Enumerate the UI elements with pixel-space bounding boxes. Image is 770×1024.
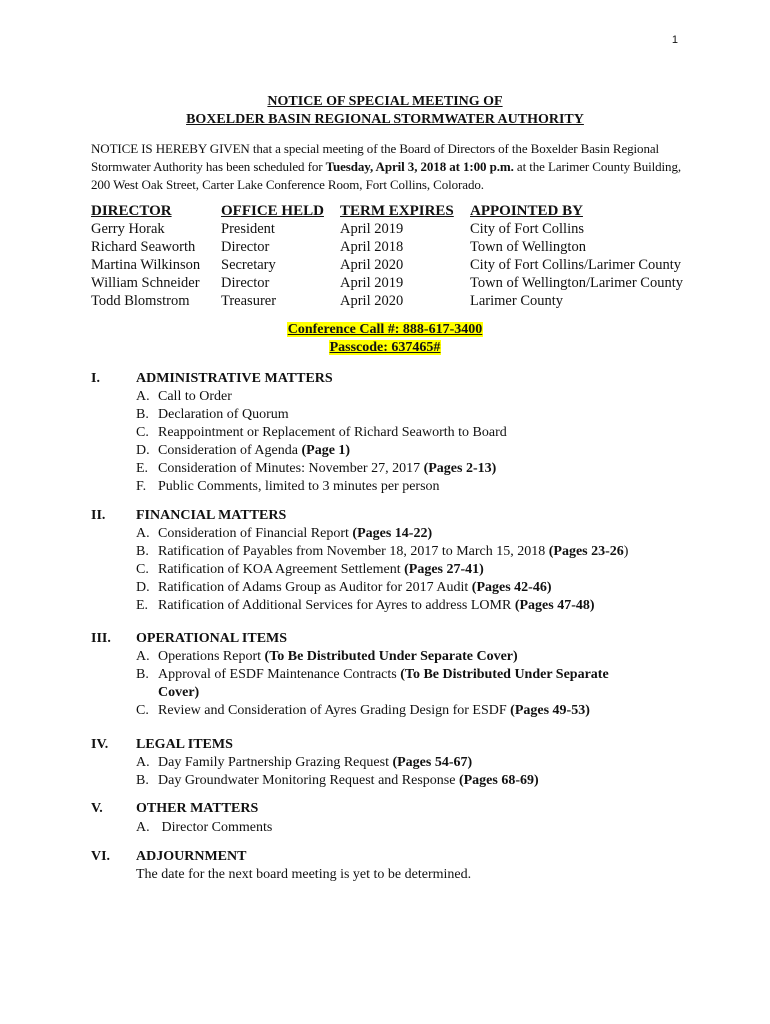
agenda-item: D. Ratification of Adams Group as Auditor for 2017 Audit (Pages 42-46) <box>136 580 552 595</box>
section-heading: OPERATIONAL ITEMS <box>136 631 288 646</box>
adjournment-note: The date for the next board meeting is yet to be determined. <box>136 867 472 882</box>
table-cell: William Schneider <box>91 275 200 291</box>
agenda-item: A. Call to Order <box>136 389 232 404</box>
agenda-item: D. Consideration of Agenda (Page 1) <box>136 443 351 458</box>
agenda-item: E. Ratification of Additional Services for Ayres to address LOMR (Pages 47-48) <box>136 598 595 613</box>
agenda-item: A. Day Family Partnership Grazing Request (Pages 54-67) <box>136 755 473 770</box>
conference-call-info <box>0 321 770 357</box>
agenda-item: B. Approval of ESDF Maintenance Contracts (To Be Distributed Under Separate <box>136 667 609 682</box>
table-cell: Todd Blomstrom <box>91 293 190 309</box>
section-number: VI. <box>91 849 111 864</box>
agenda-item: C. Reappointment or Replacement of Richard Seaworth to Board <box>136 425 507 440</box>
agenda-item: B. Ratification of Payables from November 18, 2017 to March 15, 2018 (Pages 23-26) <box>136 544 629 559</box>
agenda-item: B. Day Groundwater Monitoring Request and Response (Pages 68-69) <box>136 773 539 788</box>
document-title <box>0 93 770 129</box>
director-header: DIRECTOR <box>91 203 172 219</box>
table-cell: Secretary <box>221 257 276 273</box>
table-cell: Town of Wellington/Larimer County <box>470 275 684 291</box>
agenda-item: A. Director Comments <box>136 820 273 835</box>
conference-call-number: Conference Call #: 888-617-3400 <box>287 322 483 337</box>
title-line-2: BOXELDER BASIN REGIONAL STORMWATER AUTHORITY <box>186 112 584 127</box>
section-heading: LEGAL ITEMS <box>136 737 233 752</box>
section-heading: ADMINISTRATIVE MATTERS <box>136 371 333 386</box>
table-cell: Larimer County <box>470 293 564 309</box>
section-number: I. <box>91 371 100 386</box>
section-number: III. <box>91 631 111 646</box>
table-cell: April 2018 <box>340 239 404 255</box>
office-column <box>221 202 324 310</box>
director-column <box>91 202 200 310</box>
table-cell: Richard Seaworth <box>91 239 196 255</box>
meeting-date-time: Tuesday, April 3, 2018 at 1:00 p.m. <box>325 159 514 174</box>
agenda-item: C. Review and Consideration of Ayres Grading Design for ESDF (Pages 49-53) <box>136 703 590 718</box>
section-number: V. <box>91 801 103 816</box>
page-number: 1 <box>671 34 678 46</box>
term-header: TERM EXPIRES <box>340 203 454 219</box>
table-cell: City of Fort Collins/Larimer County <box>470 257 682 273</box>
table-cell: Town of Wellington <box>470 239 586 255</box>
notice-text-after: at the Larimer County Building, 200 West Oak Street, Carter Lake Conference Room, Fort Collins, Colorado. <box>91 159 681 192</box>
title-line-1: NOTICE OF SPECIAL MEETING OF <box>267 94 503 109</box>
conference-passcode: Passcode: 637465# <box>329 340 441 355</box>
table-cell: Martina Wilkinson <box>91 257 201 273</box>
table-cell: President <box>221 221 275 237</box>
section-number: II. <box>91 508 106 523</box>
office-header: OFFICE HELD <box>221 203 324 219</box>
section-number: IV. <box>91 737 109 752</box>
table-cell: Director <box>221 239 270 255</box>
table-cell: April 2020 <box>340 257 404 273</box>
table-cell: City of Fort Collins <box>470 221 585 237</box>
table-cell: April 2019 <box>340 221 404 237</box>
section-heading: OTHER MATTERS <box>136 801 259 816</box>
appointed-column <box>470 202 683 310</box>
notice-paragraph <box>91 140 691 194</box>
table-cell: Treasurer <box>221 293 277 309</box>
agenda-item: F. Public Comments, limited to 3 minutes per person <box>136 479 440 494</box>
agenda-item: C. Ratification of KOA Agreement Settlement (Pages 27-41) <box>136 562 484 577</box>
agenda-item: A. Operations Report (To Be Distributed Under Separate Cover) <box>136 649 518 664</box>
term-column <box>340 202 454 310</box>
appointed-header: APPOINTED BY <box>470 203 583 219</box>
table-cell: Gerry Horak <box>91 221 165 237</box>
table-cell: April 2019 <box>340 275 404 291</box>
agenda-item: E. Consideration of Minutes: November 27, 2017 (Pages 2-13) <box>136 461 497 476</box>
notice-text-before: NOTICE IS HEREBY GIVEN that a special meeting of the Board of Directors of the Boxelder Basin Regional Stormwater Authority has been scheduled for <box>91 141 660 174</box>
section-heading: FINANCIAL MATTERS <box>136 508 287 523</box>
agenda-item-continuation: Cover) <box>158 685 200 700</box>
agenda-item: B. Declaration of Quorum <box>136 407 289 422</box>
table-cell: Director <box>221 275 270 291</box>
agenda-item: A. Consideration of Financial Report (Pages 14-22) <box>136 526 433 541</box>
section-heading: ADJOURNMENT <box>136 849 247 864</box>
table-cell: April 2020 <box>340 293 404 309</box>
